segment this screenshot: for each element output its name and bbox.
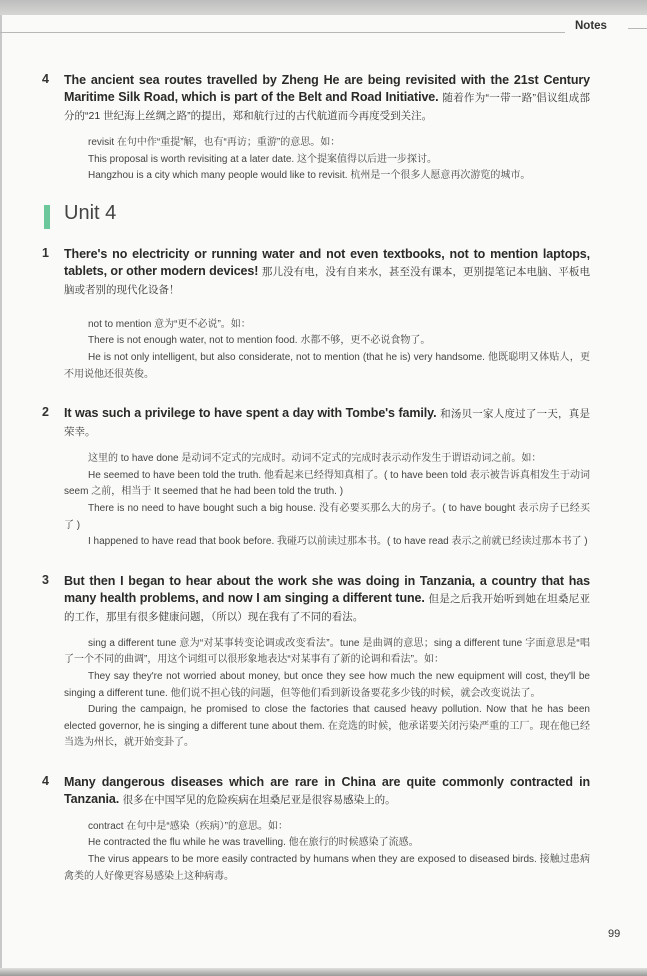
item-translation: 随着作为“一带一路”倡议组成部分的“21 世纪海上丝绸之路”的提出，郑和航行过的古代航道而今再度受到关注。 [64,92,590,122]
note-line: He is not only intelligent, but also considerate, not to mention (that he is) very handsome. 他既聪明又体贴人，更不用说他还很英俊。 [64,351,590,380]
note-item [42,573,590,752]
note-line: not to mention 意为“更不必说”。如： [88,318,251,330]
note-line: There is not enough water, not to mention food. 水都不够，更不必说食物了。 [88,335,431,347]
item-translation: 那儿没有电，没有自来水，甚至没有课本，更别提笔记本电脑、平板电脑或者别的现代化设备！ [64,265,590,296]
page-number: 99 [608,928,621,940]
item-translation: 和汤贝一家人度过了一天，真是荣幸。 [64,408,590,439]
note-item [42,774,590,885]
unit-title: Unit 4 [64,201,117,224]
item-notes [64,636,590,752]
page-content [42,72,590,885]
item-notes [64,819,590,885]
unit-heading [42,202,590,232]
note-line: The virus appears to be more easily contracted by humans when they are exposed to diseased birds. 接触过患病禽类的人好像更容易感染上这种病毒。 [64,854,590,882]
header-rule [0,32,565,33]
item-sentence-block [64,246,590,299]
note-line: There is no need to have bought such a big house. 没有必要买那么大的房子。( to have bought 表示房子已经买了 ) [64,502,590,531]
scan-bottom-edge [0,968,647,976]
note-line: He contracted the flu while he was travelling. 他在旅行的时候感染了流感。 [88,837,419,849]
header-rule-right [628,28,647,29]
item-sentence: Many dangerous diseases which are rare in China are quite commonly contracted in Tanzania. [64,774,590,806]
scan-top-edge [0,0,647,15]
item-sentence-block [64,405,590,441]
note-line: I happened to have read that book before. 我碰巧以前读过那本书。( to have read 表示之前就已经读过那本书了 ) [88,536,588,548]
item-sentence-block [64,72,590,125]
note-item [42,72,590,185]
item-sentence: The ancient sea routes travelled by Zheng He are being revisited with the 21st Century Maritime Silk Road, which is part of the Belt and Road Initiative. [64,73,590,104]
section-label: Notes [575,20,607,32]
item-number: 2 [42,405,49,420]
item-sentence: There's no electricity or running water and not even textbooks, not to mention laptops, tablets, or other modern devices! [64,246,590,278]
note-line: 这里的 to have done 是动词不定式的完成时。动词不定式的完成时表示动作发生于谓语动词之前。如： [88,453,542,465]
note-line: contract 在句中是“感染（疾病）”的意思。如： [88,820,289,832]
note-line: Hangzhou is a city which many people would like to revisit. 杭州是一个很多人愿意再次游览的城市。 [88,170,531,182]
note-line: revisit 在句中作“重提”解，也有“再访；重游”的意思。如： [88,137,341,148]
item-number: 3 [42,572,49,587]
item-number: 4 [42,773,49,788]
scan-left-edge [0,15,2,976]
item-translation: 很多在中国罕见的危险疾病在坦桑尼亚是很容易感染上的。 [122,793,396,806]
item-sentence: It was such a privilege to have spent a day with Tombe's family. [64,406,437,421]
item-number: 4 [42,72,49,86]
item-notes [64,451,590,551]
note-line: He seemed to have been told the truth. 他看起来已经得知真相了。( to have been told 表示被告诉真相发生于动词 seem 之前，相当于 It seemed that he had been told the truth. ) [64,469,590,498]
item-notes [64,135,590,185]
item-notes [64,317,590,383]
item-sentence-block [64,573,590,626]
note-line: They say they're not worried about money, but once they see how much the new equipment will cost, they'll be singing a different tune. 他们说不担心钱的问题，但等他们看到新设备要花多少钱的时候，就会改变说法了。 [64,670,590,699]
note-line: sing a different tune 意为“对某事转变论调或改变看法”。tune 是曲调的意思；sing a different tune 字面意思是“唱了一个不同的曲调”，用这个词组可以很形象地表达“对某事有了新的论调和看法”。如： [64,637,590,666]
note-item [42,246,590,383]
item-sentence-block [64,774,590,809]
unit-marker-bar [44,205,50,229]
note-item [42,405,590,551]
item-number: 1 [42,245,49,260]
note-line: During the campaign, he promised to close the factories that caused heavy pollution. Now that he has been elected governor, he is singing a different tune about them. 在竞选的时候，他承诺要关闭污染严重的工厂。现在他已经当选为州长，就开始变卦了。 [64,704,590,749]
item-sentence: But then I began to hear about the work she was doing in Tanzania, a country that has many health problems, and now I am singing a different tune. [64,573,590,605]
note-line: This proposal is worth revisiting at a later date. 这个提案值得以后进一步探讨。 [88,153,437,165]
item-translation: 但是之后我开始听到她在坦桑尼亚的工作，那里有很多健康问题，（所以）现在我有了不同的看法。 [64,592,591,623]
